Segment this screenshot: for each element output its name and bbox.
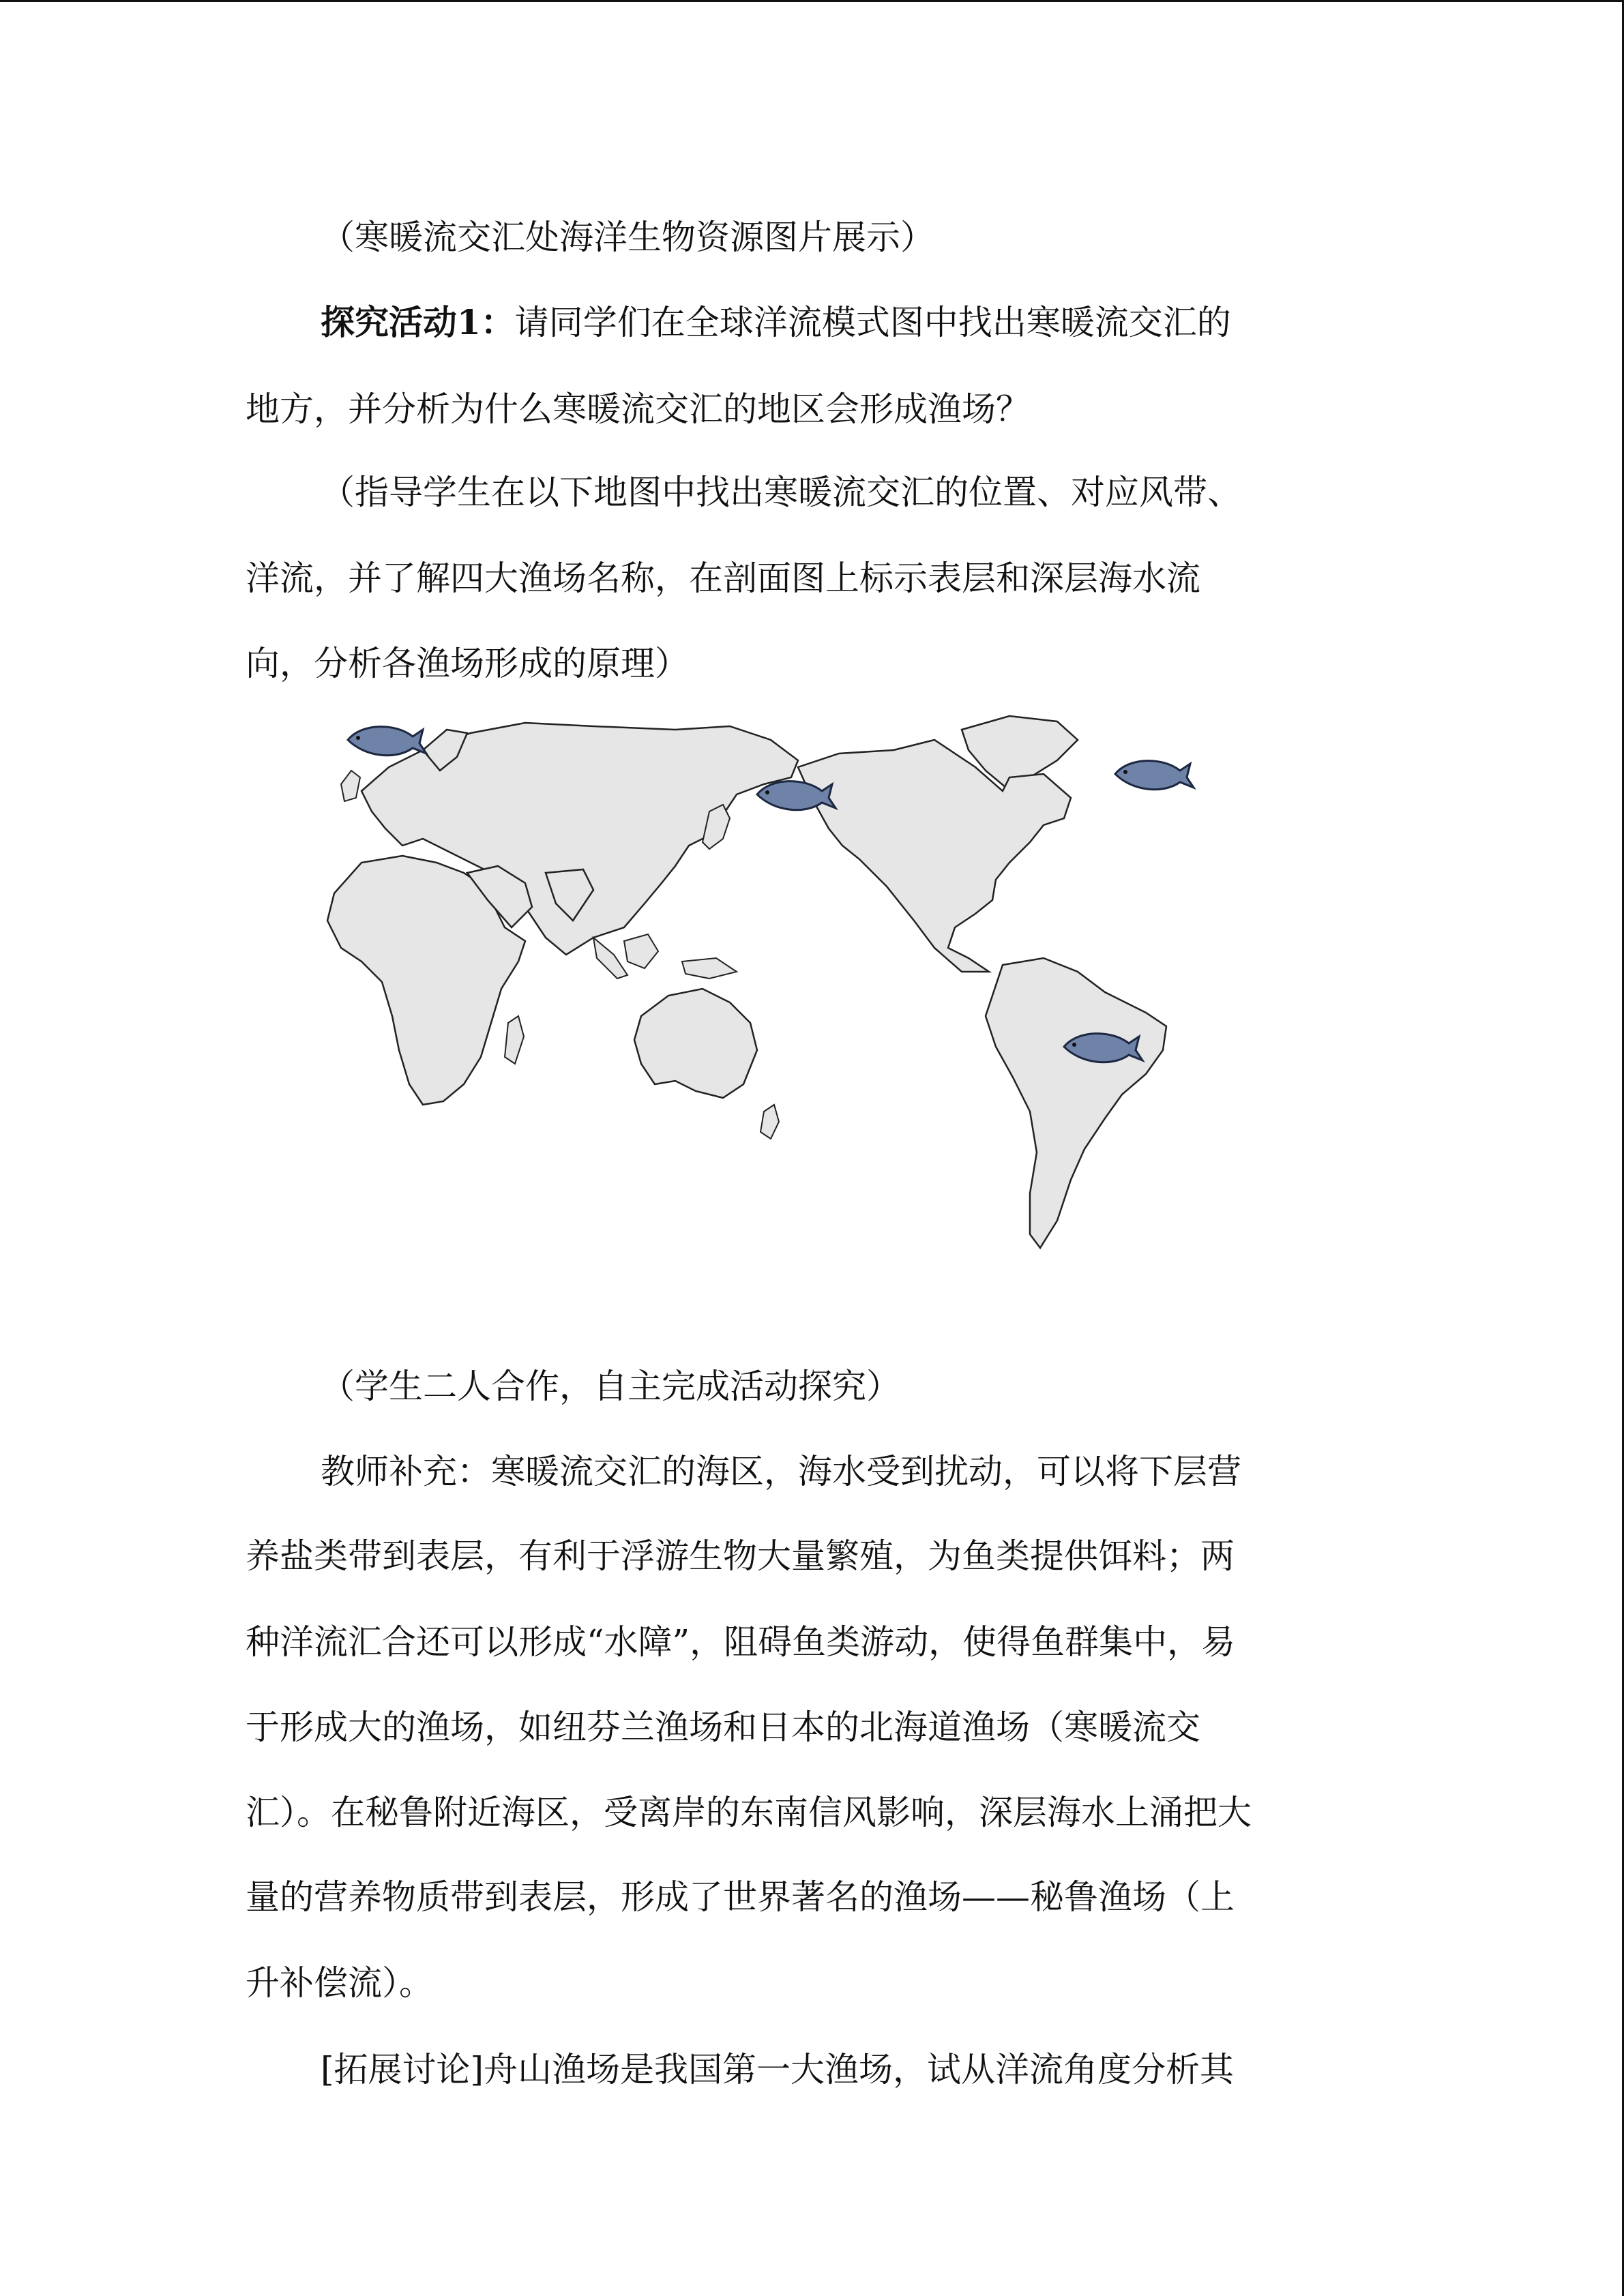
extension-discussion: [拓展讨论]舟山渔场是我国第一大渔场，试从洋流角度分析其: [321, 2050, 1235, 2089]
paragraph-image-note: （寒暖流交汇处海洋生物资源图片展示）: [321, 218, 934, 257]
guidance-line-2: 洋流，并了解四大渔场名称，在剖面图上标示表层和深层海水流: [246, 558, 1200, 598]
british-isles: [341, 771, 360, 801]
borneo: [624, 934, 658, 968]
activity-text: 请同学们在全球洋流模式图中找出寒暖流交汇的: [514, 303, 1231, 342]
guidance-line-3: 向，分析各渔场形成的原理）: [246, 644, 689, 683]
teacher-note-line-5: 汇）。在秘鲁附近海区，受离岸的东南信风影响，深层海水上涌把大: [246, 1793, 1252, 1832]
activity-label: 探究活动1：: [321, 302, 515, 342]
teacher-note-line-7: 升补偿流）。: [246, 1963, 433, 2003]
activity-heading-line: [321, 302, 1446, 343]
teacher-note-line-3: 种洋流汇合还可以形成“水障”，阻碍鱼类游动，使得鱼群集中，易: [246, 1622, 1236, 1662]
teacher-note-line-6: 量的营养物质带到表层，形成了世界著名的渔场——秘鲁渔场（上: [246, 1877, 1235, 1917]
madagascar: [505, 1016, 524, 1064]
sumatra: [593, 938, 628, 979]
south-america: [986, 958, 1166, 1248]
activity-text-cont: 地方，并分析为什么寒暖流交汇的地区会形成渔场？: [246, 389, 1030, 429]
teacher-note-line-4: 于形成大的渔场，如纽芬兰渔场和日本的北海道渔场（寒暖流交: [246, 1708, 1200, 1747]
dolphin-icon: [1115, 761, 1194, 790]
australia: [634, 989, 757, 1098]
teacher-note-line-2: 养盐类带到表层，有利于浮游生物大量繁殖，为鱼类提供饵料；两: [246, 1536, 1235, 1576]
student-activity-note: （学生二人合作，自主完成活动探究）: [321, 1367, 900, 1406]
guidance-line-1: （指导学生在以下地图中找出寒暖流交汇的位置、对应风带、: [321, 473, 1241, 512]
new-guinea: [682, 958, 737, 979]
new-zealand: [761, 1105, 779, 1139]
dolphin-icon: [348, 727, 426, 756]
teacher-note-line-1: 教师补充：寒暖流交汇的海区，海水受到扰动，可以将下层营: [321, 1452, 1241, 1491]
world-fishery-map: [321, 702, 1262, 1255]
north-america: [798, 740, 1071, 972]
page-top-border: [0, 0, 1624, 2]
